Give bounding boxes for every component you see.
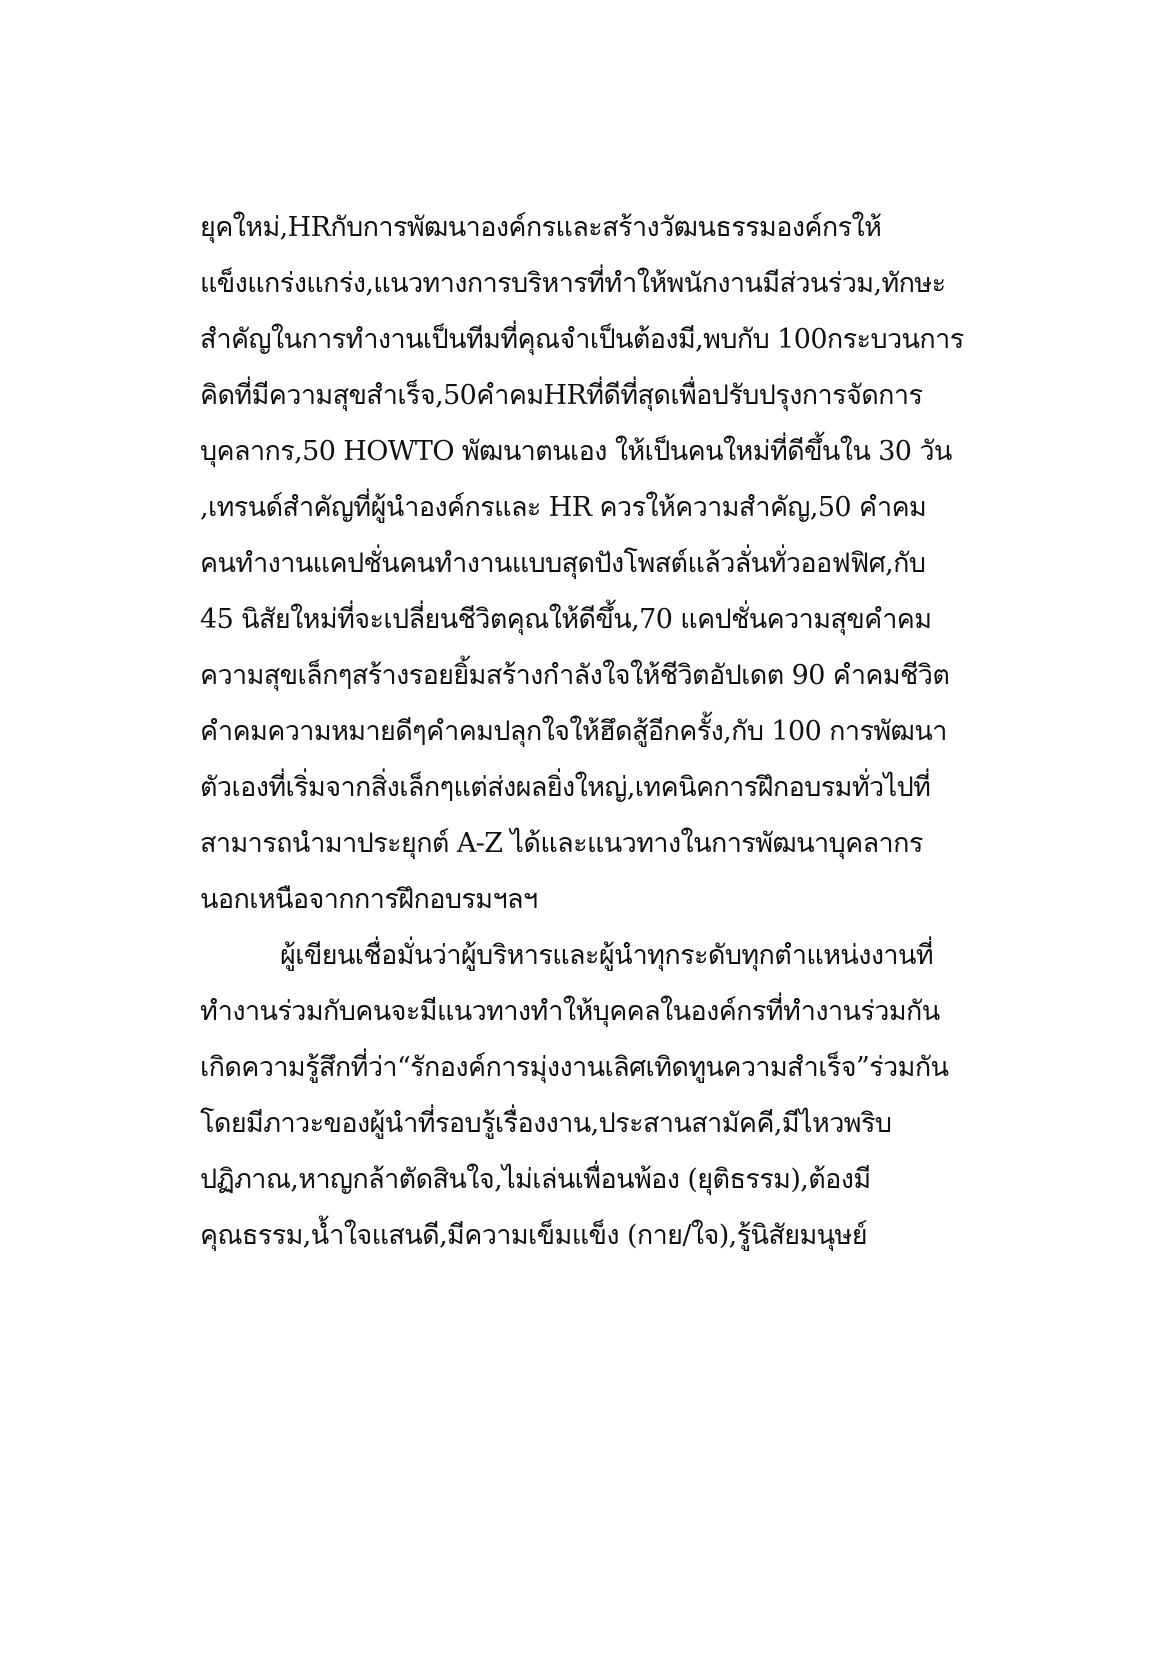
text-line-7: คนทำงานแคปชั่นคนทำงานแบบสุดปังโพสต์แล้วลั่นทั่วออฟฟิศ,กับ	[200, 548, 926, 579]
text-line-12: สามารถนำมาประยุกต์ A-Z ได้และแนวทางในการพัฒนาบุคลากร	[200, 828, 923, 859]
text-line-6: ,เทรนด์สำคัญที่ผู้นำองค์กรและ HR ควรให้ความสำคัญ,50 คำคม	[200, 492, 927, 523]
text-line-5: บุคลากร,50 HOWTO พัฒนาตนเอง ให้เป็นคนใหม่ที่ดีขึ้นใน 30 วัน	[200, 436, 952, 467]
text-line-10: คำคมความหมายดีๆคำคมปลุกใจให้ฮึดสู้อีกครั้ง,กับ 100 การพัฒนา	[200, 716, 947, 747]
text-line-15: ทำงานร่วมกับคนจะมีแนวทางทำให้บุคคลในองค์กรที่ทำงานร่วมกัน	[200, 996, 940, 1027]
text-line-3: สำคัญในการทำงานเป็นทีมที่คุณจำเป็นต้องมี,พบกับ 100กระบวนการ	[200, 324, 964, 355]
text-line-17: โดยมีภาวะของผู้นำที่รอบรู้เรื่องงาน,ประสานสามัคคี,มีไหวพริบ	[200, 1108, 892, 1139]
text-line-8: 45 นิสัยใหม่ที่จะเปลี่ยนชีวิตคุณให้ดีขึ้น,70 แคปชั่นความสุขคำคม	[200, 604, 932, 635]
text-line-18: ปฏิภาณ,หาญกล้าตัดสินใจ,ไม่เล่นเพื่อนพ้อง (ยุติธรรม),ต้องมี	[200, 1164, 871, 1195]
text-line-13: นอกเหนือจากการฝึกอบรมฯลฯ	[200, 884, 538, 915]
text-line-4: คิดที่มีความสุขสำเร็จ,50คำคมHRที่ดีที่สุดเพื่อปรับปรุงการจัดการ	[200, 380, 923, 411]
body-text	[200, 200, 980, 1264]
text-line-19: คุณธรรม,น้ำใจแสนดี,มีความเข็มแข็ง (กาย/ใจ),รู้นิสัยมนุษย์	[200, 1220, 867, 1251]
text-line-14: ผู้เขียนเชื่อมั่นว่าผู้บริหารและผู้นำทุกระดับทุกตำแหน่งงานที่	[280, 940, 934, 971]
text-line-1: ยุคใหม่,HRกับการพัฒนาองค์กรและสร้างวัฒนธรรมองค์กรให้	[200, 212, 882, 243]
text-line-9: ความสุขเล็กๆสร้างรอยยิ้มสร้างกำลังใจให้ชีวิตอัปเดต 90 คำคมชีวิต	[200, 660, 950, 691]
text-line-11: ตัวเองที่เริ่มจากสิ่งเล็กๆแต่ส่งผลยิ่งใหญ่,เทคนิคการฝึกอบรมทั่วไปที่	[200, 772, 931, 803]
text-line-2: แข็งแกร่งแกร่ง,แนวทางการบริหารที่ทำให้พนักงานมีส่วนร่วม,ทักษะ	[200, 268, 946, 299]
text-line-16: เกิดความรู้สึกที่ว่า“รักองค์การมุ่งงานเลิศเทิดทูนความสำเร็จ”ร่วมกัน	[200, 1052, 949, 1083]
